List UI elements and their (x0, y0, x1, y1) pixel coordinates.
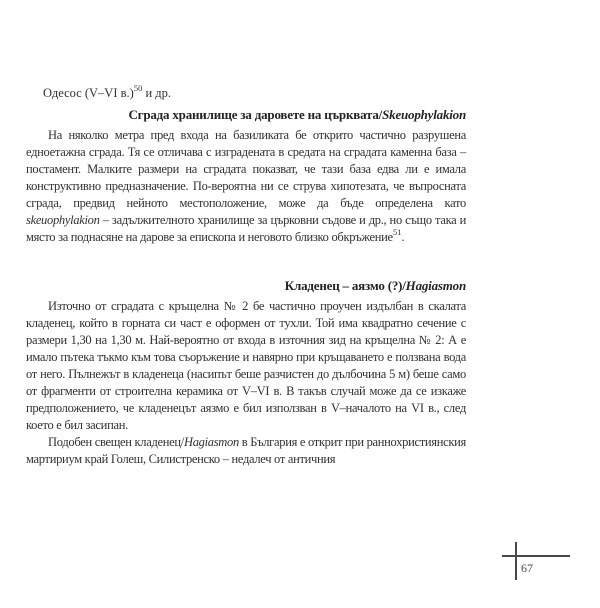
heading-text: Кладенец – аязмо (?)/ (284, 278, 406, 293)
heading-term-italic: Hagiasmon (405, 278, 466, 293)
paragraph-skeuophylakion (26, 127, 466, 246)
paragraph-text: в България е открит при раннохристиянския мартириум край Голеш, Силистренско – недалеч от античния (26, 435, 466, 466)
intro-line (43, 82, 171, 102)
paragraph-text: – задължителното хранилище за църковни съдове и др., но също така и място за поднасяне на дарове за епископа и неговото близко обкръжение (26, 213, 466, 244)
footnote-ref-50: 50 (133, 82, 143, 93)
paragraph-text: На няколко метра пред входа на базиликата бе открито частично разрушена едноетажна сграда. Тя се отличава с изградената в средата на сградата каменна база – постамент. Малките размери на сградата показват, че тази база едва ли е имала конструктивно предназначение. По-вероятна ни се струва хипотезата, че въпросната сграда, предвид нейното местоположение, може да бъде определена като (26, 128, 466, 210)
intro-text: Одесос (V–VI в.) (43, 86, 134, 100)
term-hagiasmon-italic: Hagiasmon (183, 435, 239, 449)
crop-mark-horizontal (502, 555, 570, 557)
heading-term-italic: Skeuophylakion (382, 107, 466, 122)
page-number: 67 (521, 561, 533, 575)
section-heading-hagiasmon (26, 277, 466, 294)
heading-text: Сграда хранилище за даровете на църквата/ (128, 107, 383, 122)
paragraph-text: Източно от сградата с кръщелна № 2 бе частично проучен издълбан в скалата кладенец, който в горната си част е оформен от тухли. Той има квадратно сечение с размери 1,30 на 1,30 м. Най-вероятно от входа в източния зид на кръщелна № 2: А е имало пътека тъкмо към това съоръжение и навярно при кръщаването е ползвана вода от него. Пълнежът в кладенеца (насипът беше разчистен до дълбочина 5 м) беше само от фрагменти от строителна керамика от V–VI в. В такъв случай може да се изкаже предположението, че кладенецът аязмо е бил използван в V–началото на VI в., след което е бил засипан. (26, 299, 466, 432)
paragraph-golesh (26, 434, 466, 468)
paragraph-text: Подобен свещен кладенец/ (48, 435, 184, 449)
footnote-ref-51: 51 (392, 226, 402, 237)
section-heading-skeuophylakion (26, 106, 466, 123)
paragraph-text: . (401, 230, 405, 244)
term-skeuophylakion-italic: skeuophylakion (26, 213, 100, 227)
paragraph-well (26, 298, 466, 434)
section-hagiasmon (26, 277, 466, 468)
section-skeuophylakion (26, 106, 466, 246)
intro-tail: и др. (142, 86, 171, 100)
crop-mark-vertical (515, 542, 517, 580)
